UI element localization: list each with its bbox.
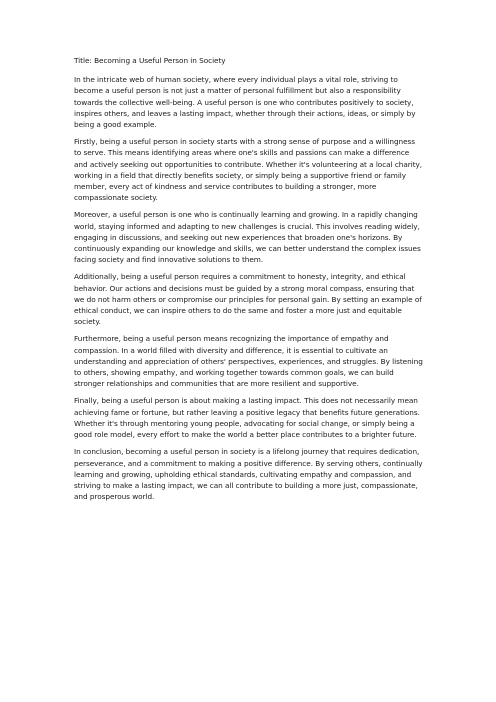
paragraph-conclusion: In conclusion, becoming a useful person in society is a lifelong journey that requires dedication, perseverance, and a commitment to making a positive difference. By serving others, continually learning and growing, upholding ethical standards, cultivating empathy and compassion, and striving to make a lasting impact, we can all contribute to building a more just, compassionate, and prosperous world. (74, 447, 423, 502)
paragraph-purpose: Firstly, being a useful person in society starts with a strong sense of purpose and a willingness to serve. This means identifying areas where one's skills and passions can make a difference and actively seeking out opportunities to contribute. Whether it's volunteering at a local charity, working in a field that directly benefits society, or simply being a supportive friend or family member, every act of kindness and service contributes to building a stronger, more compassionate society. (74, 137, 423, 203)
paragraph-impact: Finally, being a useful person is about making a lasting impact. This does not necessarily mean achieving fame or fortune, but rather leaving a positive legacy that benefits future generations. Whether it's through mentoring young people, advocating for social change, or simply being a good role model, every effort to make the world a better place contributes to a brighter future. (74, 396, 420, 440)
paragraph-introduction: In the intricate web of human society, where every individual plays a vital role, striving to become a useful person is not just a matter of personal fulfillment but also a responsibility towards the collective well-being. A useful person is one who contributes positively to society, inspires others, and leaves a lasting impact, whether through their actions, ideas, or simply by being a good example. (74, 75, 416, 130)
paragraph-integrity: Additionally, being a useful person requires a commitment to honesty, integrity, and ethical behavior. Our actions and decisions must be guided by a strong moral compass, ensuring that we do not harm others or compromise our principles for personal gain. By setting an example of ethical conduct, we can inspire others to do the same and foster a more just and equitable society. (74, 272, 422, 327)
paragraph-empathy: Furthermore, being a useful person means recognizing the importance of empathy and compassion. In a world filled with diversity and difference, it is essential to cultivate an understanding and appreciation of others' perspectives, experiences, and struggles. By listening to others, showing empathy, and working together towards common goals, we can build stronger relationships and communities that are more resilient and supportive. (74, 334, 423, 389)
paragraph-learning: Moreover, a useful person is one who is continually learning and growing. In a rapidly changing world, staying informed and adapting to new challenges is crucial. This involves reading widely, engaging in discussions, and seeking out new experiences that broaden one's horizons. By continuously expanding our knowledge and skills, we can better understand the complex issues facing society and find innovative solutions to them. (74, 210, 421, 265)
document-title: Title: Becoming a Useful Person in Society (74, 56, 226, 65)
document-page (74, 55, 424, 508)
